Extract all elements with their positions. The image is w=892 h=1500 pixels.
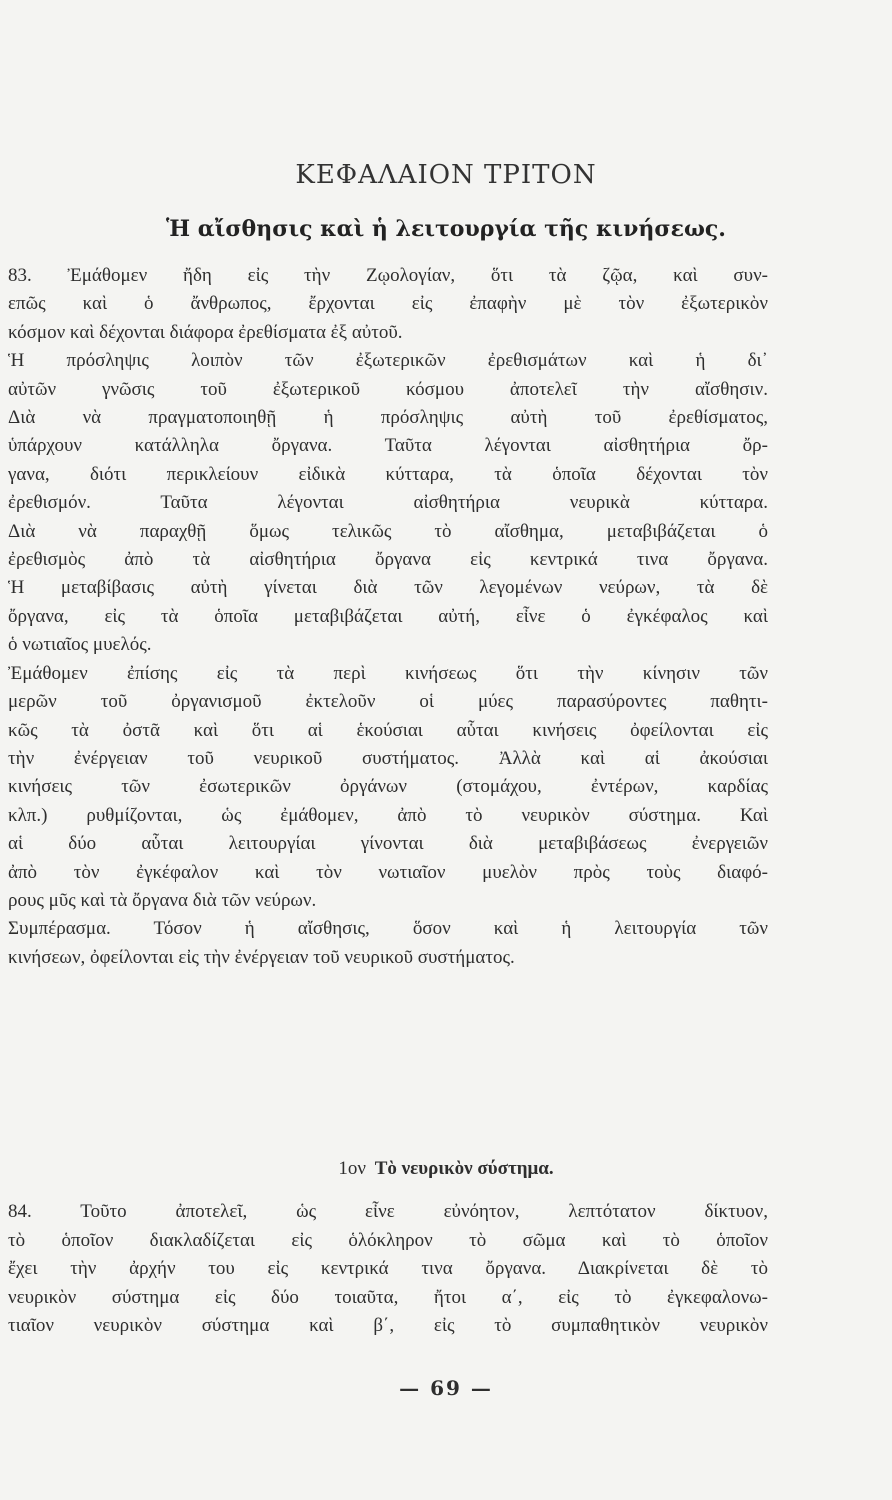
text-line: κινήσεις τῶν ἐσωτερικῶν ὀργάνων (στομάχου, ἐντέρων, καρδίας: [8, 776, 768, 798]
text-line: κινήσεων, ὀφείλονται εἰς τὴν ἐνέργειαν τοῦ νευρικοῦ συστήματος.: [8, 946, 515, 968]
body-text-2: [8, 1198, 768, 1341]
section-title: Ἡ αἴσθησις καὶ ἡ λειτουργία τῆς κινήσεως.: [166, 216, 726, 242]
text-line: ἔχει τὴν ἀρχήν του εἰς κεντρικά τινα ὄργανα. Διακρίνεται δὲ τὸ: [8, 1258, 768, 1280]
subsection-number: 1ον: [338, 1158, 366, 1179]
text-line: ρους μῦς καὶ τὰ ὄργανα διὰ τῶν νεύρων.: [8, 889, 317, 911]
subsection-heading: [0, 1158, 892, 1180]
text-line: επῶς καὶ ὁ ἄνθρωπος, ἔρχονται εἰς ἐπαφὴν μὲ τὸν ἐξωτερικὸν: [8, 293, 768, 315]
text-line: κῶς τὰ ὀστᾶ καὶ ὅτι αἱ ἑκούσιαι αὗται κινήσεις ὀφείλονται εἰς: [8, 719, 768, 741]
text-line: ὁ νωτιαῖος μυελός.: [8, 634, 152, 656]
text-line: Διὰ νὰ πραγματοποιηθῇ ἡ πρόσληψις αὐτὴ τοῦ ἐρεθίσματος,: [8, 407, 768, 429]
text-line: ἀπὸ τὸν ἐγκέφαλον καὶ τὸν νωτιαῖον μυελὸν πρὸς τοὺς διαφό-: [8, 861, 768, 883]
text-line: γανα, διότι περικλείουν εἰδικὰ κύτταρα, τὰ ὁποῖα δέχονται τὸν: [8, 463, 768, 485]
text-line: τὴν ἐνέργειαν τοῦ νευρικοῦ συστήματος. Ἀλλὰ καὶ αἱ ἀκούσιαι: [8, 747, 768, 769]
text-line: κόσμον καὶ δέχονται διάφορα ἐρεθίσματα ἐξ αὐτοῦ.: [8, 321, 403, 343]
text-line: Διὰ νὰ παραχθῇ ὅμως τελικῶς τὸ αἴσθημα, μεταβιβάζεται ὁ: [8, 520, 768, 542]
text-line: ἐρεθισμόν. Ταῦτα λέγονται αἰσθητήρια νευρικὰ κύτταρα.: [8, 492, 768, 514]
text-line: νευρικὸν σύστημα εἰς δύο τοιαῦτα, ἤτοι α΄, εἰς τὸ ἐγκεφαλονω-: [8, 1286, 768, 1308]
text-line: 84. Τοῦτο ἀποτελεῖ, ὡς εἶνε εὐνόητον, λεπτότατον δίκτυον,: [8, 1201, 768, 1222]
text-line: τὸ ὁποῖον διακλαδίζεται εἰς ὁλόκληρον τὸ σῶμα καὶ τὸ ὁποῖον: [8, 1229, 768, 1251]
chapter-title: ΚΕΦΑΛΑΙΟΝ ΤΡΙΤΟΝ: [295, 160, 597, 190]
text-line: ὄργανα, εἰς τὰ ὁποῖα μεταβιβάζεται αὐτή, εἶνε ὁ ἐγκέφαλος καὶ: [8, 605, 768, 627]
text-line: τιαῖον νευρικὸν σύστημα καὶ β΄, εἰς τὸ συμπαθητικὸν νευρικὸν: [8, 1315, 768, 1337]
text-line: Ἐμάθομεν ἐπίσης εἰς τὰ περὶ κινήσεως ὅτι τὴν κίνησιν τῶν: [8, 662, 768, 684]
text-line: Συμπέρασμα. Τόσον ἡ αἴσθησις, ὅσον καὶ ἡ λειτουργία τῶν: [8, 918, 768, 940]
page-number: — 69 —: [399, 1376, 493, 1400]
text-line: Ἡ πρόσληψις λοιπὸν τῶν ἐξωτερικῶν ἐρεθισμάτων καὶ ἡ δι᾽: [8, 350, 768, 372]
text-line: κλπ.) ρυθμίζονται, ὡς ἐμάθομεν, ἀπὸ τὸ νευρικὸν σύστημα. Καὶ: [8, 804, 768, 826]
text-line: 83. Ἐμάθομεν ἤδη εἰς τὴν Ζῳολογίαν, ὅτι τὰ ζῷα, καὶ συν-: [8, 265, 768, 286]
text-line: ὑπάρχουν κατάλληλα ὄργανα. Ταῦτα λέγονται αἰσθητήρια ὄρ-: [8, 435, 768, 457]
text-line: μερῶν τοῦ ὀργανισμοῦ ἐκτελοῦν οἱ μύες παρασύροντες παθητι-: [8, 691, 768, 713]
subsection-title: Τὸ νευρικὸν σύστημα.: [374, 1158, 554, 1179]
text-line: αἱ δύο αὗται λειτουργίαι γίνονται διὰ μεταβιβάσεως ἐνεργειῶν: [8, 833, 768, 855]
text-line: Ἡ μεταβίβασις αὐτὴ γίνεται διὰ τῶν λεγομένων νεύρων, τὰ δὲ: [8, 577, 768, 599]
text-line: ἐρεθισμὸς ἀπὸ τὰ αἰσθητήρια ὄργανα εἰς κεντρικά τινα ὄργανα.: [8, 549, 768, 571]
text-line: αὐτῶν γνῶσις τοῦ ἐξωτερικοῦ κόσμου ἀποτελεῖ τὴν αἴσθησιν.: [8, 378, 768, 400]
body-text: [8, 262, 768, 972]
